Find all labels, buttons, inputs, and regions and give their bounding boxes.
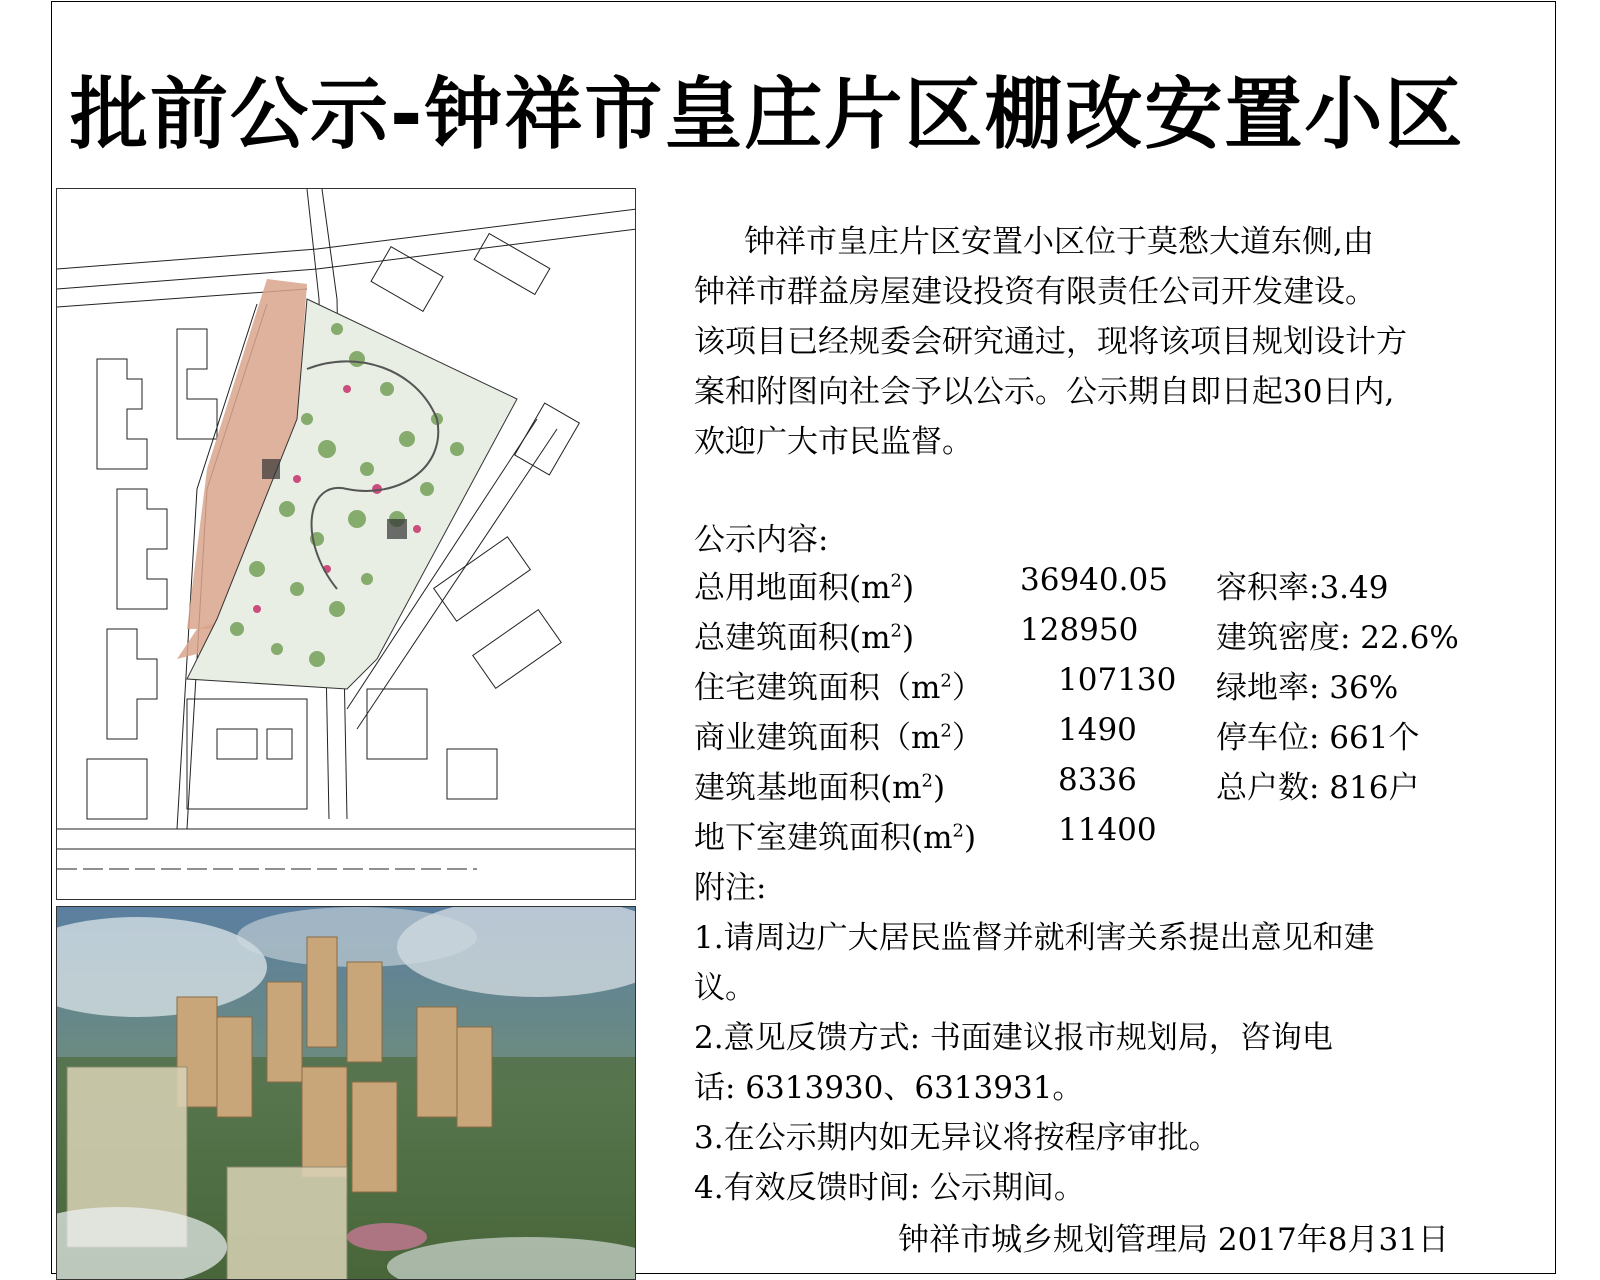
intro-line-3: 该项目已经规委会研究通过，现将该项目规划设计方 [694, 324, 1407, 360]
metric-value: 107130 [1058, 662, 1177, 698]
intro-line-5: 欢迎广大市民监督。 [694, 424, 973, 460]
metric-right: 绿地率: 36% [1216, 670, 1399, 706]
metric-value: 36940.05 [1020, 562, 1168, 598]
content-heading: 公示内容: [694, 522, 829, 558]
site-plan-drawing [57, 189, 636, 900]
note-line: 4.有效反馈时间: 公示期间。 [694, 1170, 1085, 1206]
metric-value: 1490 [1058, 712, 1137, 748]
note-line: 3.在公示期内如无异议将按程序审批。 [694, 1120, 1220, 1156]
intro-line-1: 钟祥市皇庄片区安置小区位于莫愁大道东侧,由 [744, 224, 1374, 260]
metric-right: 建筑密度: 22.6% [1216, 620, 1459, 656]
note-line: 话: 6313930、6313931。 [694, 1070, 1084, 1106]
metric-label: 总用地面积$(m^2)$ [694, 570, 915, 606]
note-line: 1.请周边广大居民监督并就利害关系提出意见和建 [694, 920, 1375, 956]
metric-label: 住宅建筑面积$(m^2)$ [694, 670, 983, 706]
metric-right: 总户数: 816户 [1216, 770, 1420, 806]
metric-label: 地下室建筑面积$(m^2)$ [694, 820, 977, 856]
metric-label: 商业建筑面积$(m^2)$ [694, 720, 983, 756]
page-title: 批前公示-钟祥市皇庄片区棚改安置小区 [70, 70, 1465, 160]
rendering-drawing [57, 907, 636, 1280]
note-line: 2.意见反馈方式: 书面建议报市规划局，咨询电 [694, 1020, 1333, 1056]
signature: 钟祥市城乡规划管理局 2017年8月31日 [898, 1222, 1449, 1258]
rendering-image [56, 906, 636, 1280]
metric-right: 停车位: 661个 [1216, 720, 1420, 756]
metric-label: 建筑基地面积$(m^2)$ [694, 770, 946, 806]
metric-value: 8336 [1058, 762, 1137, 798]
site-plan-image [56, 188, 636, 900]
notes-heading: 附注: [694, 870, 767, 906]
metric-label: 总建筑面积$(m^2)$ [694, 620, 915, 656]
note-line: 议。 [694, 970, 756, 1006]
intro-line-4: 案和附图向社会予以公示。公示期自即日起30日内, [694, 374, 1395, 410]
metric-value: 128950 [1020, 612, 1139, 648]
metric-right: 容积率:3.49 [1216, 570, 1389, 606]
metric-value: 11400 [1058, 812, 1157, 848]
intro-line-2: 钟祥市群益房屋建设投资有限责任公司开发建设。 [694, 274, 1376, 310]
